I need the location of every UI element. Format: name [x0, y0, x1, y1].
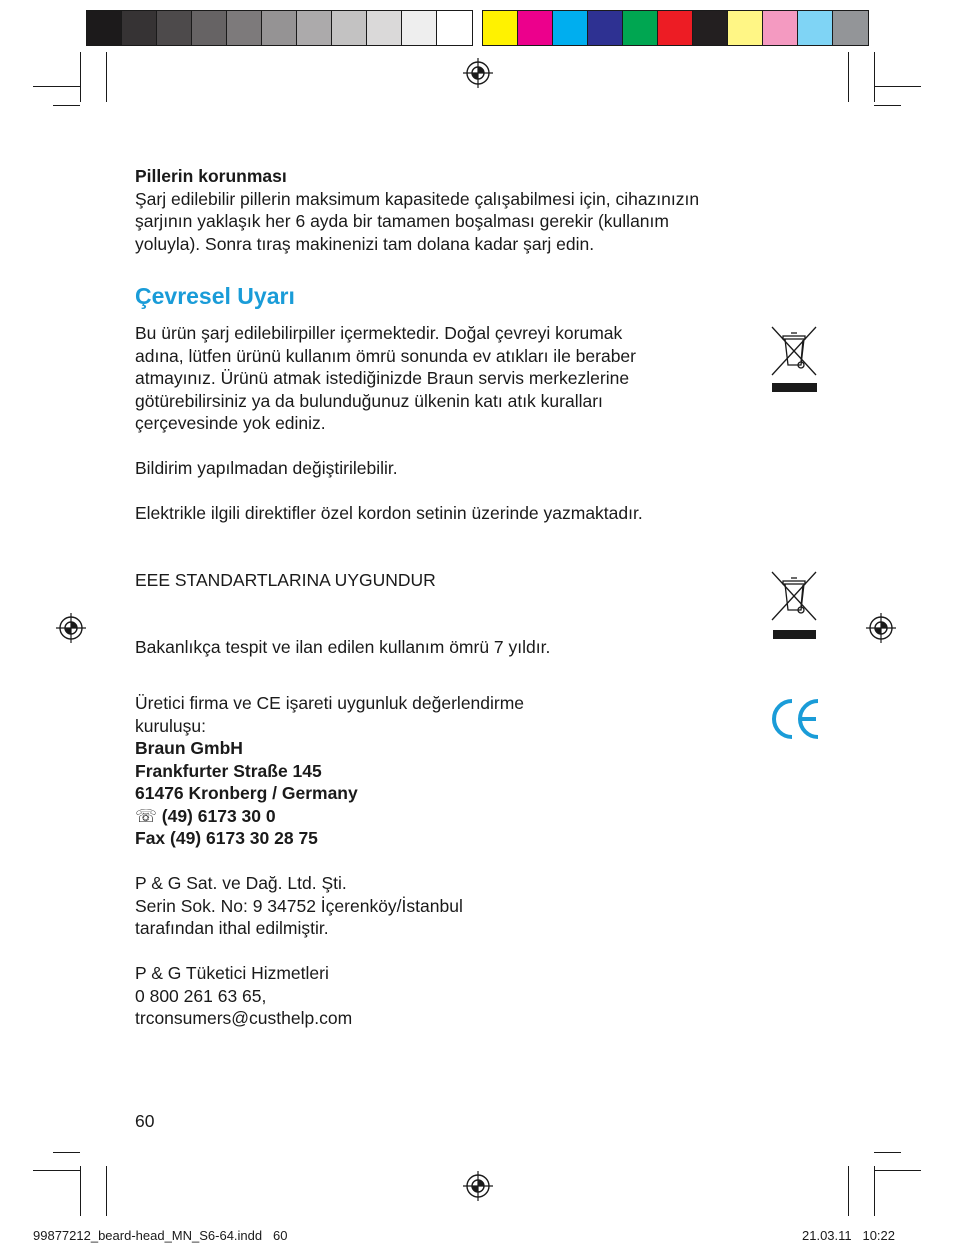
- environment-line: çerçevesinde yok ediniz.: [135, 413, 326, 433]
- crop-mark: [874, 105, 901, 106]
- swatch: [763, 11, 798, 45]
- manufacturer-intro: kuruluşu:: [135, 715, 207, 736]
- swatch: [483, 11, 518, 45]
- swatch: [693, 11, 728, 45]
- swatch: [437, 11, 472, 45]
- phone-number: (49) 6173 30 0: [161, 805, 276, 826]
- registration-mark-icon: [866, 613, 896, 643]
- crossed-out-wheelie-bin-icon: [768, 570, 820, 642]
- swatch: [262, 11, 297, 45]
- swatch: [833, 11, 868, 45]
- crop-mark: [33, 1170, 80, 1171]
- registration-mark-icon: [56, 613, 86, 643]
- company-city: 61476 Kronberg / Germany: [135, 783, 358, 803]
- crop-mark: [874, 52, 875, 102]
- crop-mark: [53, 1152, 80, 1153]
- company-street: Frankfurter Straße 145: [135, 760, 322, 781]
- importer-line: P & G Sat. ve Dağ. Ltd. Şti.: [135, 873, 347, 893]
- swatch: [157, 11, 192, 45]
- directives-text: Elektrikle ilgili direktifler özel kordon setinin üzerinde yazmaktadır.: [135, 503, 643, 523]
- notice-text: Bildirim yapılmadan değiştirilebilir.: [135, 458, 398, 478]
- environment-line: adına, lütfen ürünü kullanım ömrü sonunda ev atıkları ile beraber: [135, 345, 636, 366]
- consumer-section: [135, 962, 352, 1030]
- consumer-line: P & G Tüketici Hizmetleri: [135, 963, 329, 983]
- swatch: [192, 11, 227, 45]
- swatch: [588, 11, 623, 45]
- swatch: [728, 11, 763, 45]
- swatch: [297, 11, 332, 45]
- importer-section: [135, 872, 463, 940]
- registration-mark-icon: [463, 58, 493, 88]
- battery-line: yoluyla). Sonra tıraş makinenizi tam dolana kadar şarj edin.: [135, 233, 595, 254]
- importer-line: Serin Sok. No: 9 34752 İçerenköy/İstanbul: [135, 895, 463, 916]
- battery-section: [135, 165, 699, 255]
- eee-text: EEE STANDARTLARINA UYGUNDUR: [135, 570, 436, 590]
- manufacturer-section: [135, 692, 524, 850]
- environment-line: atmayınız. Ürünü atmak istediğinizde Braun servis merkezlerine: [135, 368, 630, 388]
- crop-mark: [874, 1170, 921, 1171]
- environment-heading: Çevresel Uyarı: [135, 283, 295, 309]
- swatch: [658, 11, 693, 45]
- process-color-bar: [482, 10, 869, 46]
- swatch: [122, 11, 157, 45]
- crop-mark: [33, 86, 80, 87]
- page-number: 60: [135, 1111, 155, 1131]
- environment-line: Bu ürün şarj edilebilirpiller içermektedir. Doğal çevreyi korumak: [135, 323, 623, 343]
- registration-mark-icon: [463, 1171, 493, 1201]
- grayscale-color-bar: [86, 10, 473, 46]
- crossed-out-wheelie-bin-icon: [768, 325, 820, 395]
- company-phone: [135, 805, 524, 828]
- swatch: [623, 11, 658, 45]
- footer-file-info: 99877212_beard-head_MN_S6-64.indd 60: [33, 1228, 288, 1243]
- crop-mark: [874, 86, 921, 87]
- swatch: [402, 11, 437, 45]
- swatch: [798, 11, 833, 45]
- swatch: [87, 11, 122, 45]
- crop-mark: [874, 1166, 875, 1216]
- company-name: Braun GmbH: [135, 738, 243, 758]
- manufacturer-intro: Üretici firma ve CE işareti uygunluk değerlendirme: [135, 693, 525, 713]
- crop-mark: [848, 52, 849, 102]
- swatch: [553, 11, 588, 45]
- consumer-line: trconsumers@custhelp.com: [135, 1008, 353, 1028]
- consumer-line: 0 800 261 63 65,: [135, 985, 267, 1006]
- ce-mark-icon: [770, 696, 822, 742]
- crop-mark: [848, 1166, 849, 1216]
- battery-line: Şarj edilebilir pillerin maksimum kapasitede çalışabilmesi için, cihazınızın: [135, 188, 700, 209]
- swatch: [332, 11, 367, 45]
- environment-line: götürebilirsiniz ya da bulunduğunuz ülkenin katı atık kuralları: [135, 390, 603, 411]
- crop-mark: [53, 105, 80, 106]
- battery-line: şarjının yaklaşık her 6 ayda bir tamamen boşalması gerekir (kullanım: [135, 211, 669, 231]
- crop-mark: [106, 52, 107, 102]
- lifetime-text: Bakanlıkça tespit ve ilan edilen kullanım ömrü 7 yıldır.: [135, 637, 551, 657]
- crop-mark: [80, 52, 81, 102]
- crop-mark: [106, 1166, 107, 1216]
- environment-paragraph: [135, 322, 636, 435]
- crop-mark: [80, 1166, 81, 1216]
- swatch: [367, 11, 402, 45]
- importer-line: tarafından ithal edilmiştir.: [135, 918, 329, 938]
- company-fax: Fax (49) 6173 30 28 75: [135, 828, 318, 848]
- crop-mark: [874, 1152, 901, 1153]
- swatch: [518, 11, 553, 45]
- phone-icon: ☏: [135, 805, 157, 826]
- swatch: [227, 11, 262, 45]
- footer-date-time: 21.03.11 10:22: [802, 1228, 896, 1243]
- battery-title: Pillerin korunması: [135, 166, 287, 186]
